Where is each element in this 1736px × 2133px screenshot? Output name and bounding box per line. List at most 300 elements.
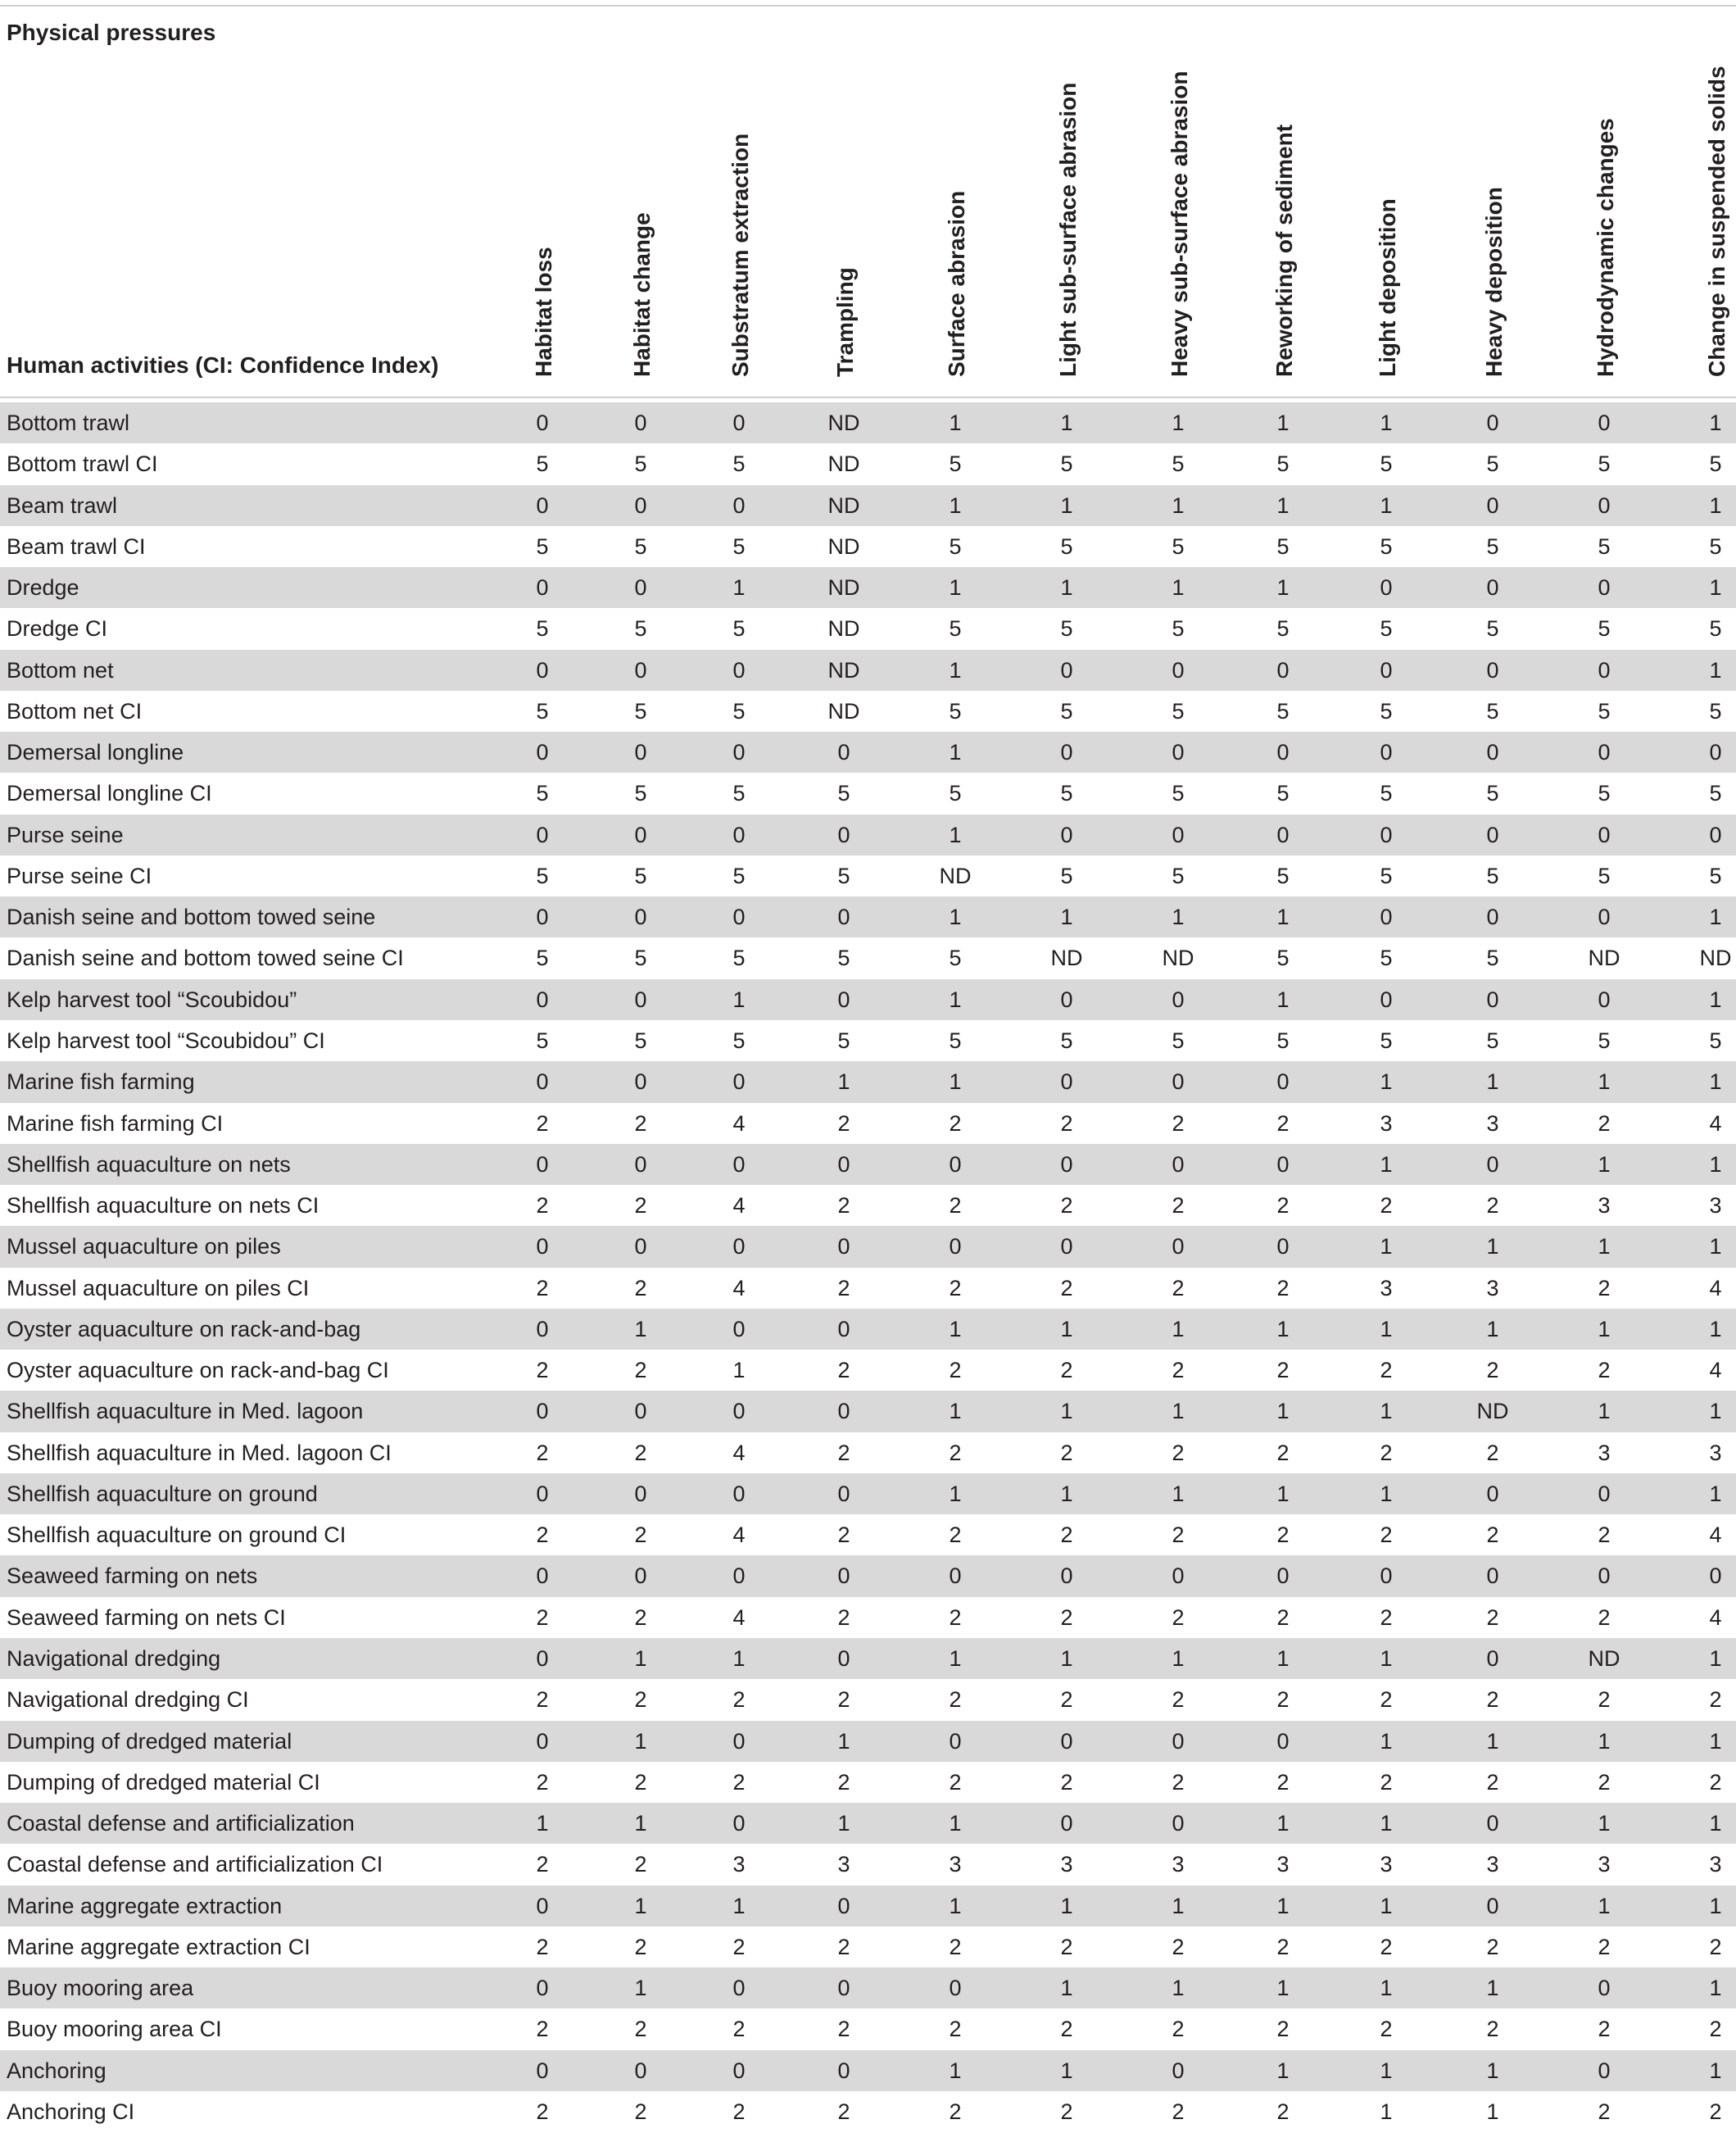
table-cell: 5 [732,452,746,477]
table-row [0,443,1736,484]
table-cell: 1 [1276,411,1290,435]
row-label: Beam trawl [7,492,118,518]
table-cell: 2 [1598,1110,1611,1136]
table-cell: ND [827,533,860,559]
table-cell: 2 [1276,1604,1290,1630]
table-cell: 0 [536,575,549,601]
table-cell: 0 [1598,822,1611,847]
table-cell: 2 [536,2099,549,2124]
row-label: Shellfish aquaculture in Med. lagoon CI [7,1440,392,1465]
table-cell: 2 [1172,1358,1185,1383]
table-cell: 2 [1172,2017,1185,2042]
table-cell: ND [827,657,860,683]
table-cell: 1 [732,987,746,1012]
table-cell: 0 [634,740,647,765]
table-cell: 0 [634,1234,647,1259]
table-cell: 0 [1060,987,1073,1012]
table-cell: 0 [837,1316,850,1341]
table-cell: 1 [949,492,962,518]
table-cell: ND [1162,946,1194,971]
row-label: Coastal defense and artificialization [7,1811,355,1836]
column-header-label: Hydrodynamic changes [1593,118,1618,377]
row-label: Seaweed farming on nets [7,1563,258,1589]
column-header-label: Light deposition [1375,198,1400,377]
row-label: Dredge CI [7,616,108,642]
table-cell: 0 [1276,740,1290,765]
table-cell: 1 [1598,1728,1611,1754]
table-cell: 0 [1060,657,1073,683]
row-label: Dredge [7,575,79,601]
table-cell: 5 [949,452,962,477]
table-cell: 1 [1486,1234,1499,1259]
table-cell: 3 [949,1852,962,1877]
table-cell: 2 [1486,2017,1499,2042]
table-cell: 1 [536,1811,549,1836]
table-cell: 0 [1276,1069,1290,1095]
table-cell: 1 [1276,1893,1290,1918]
table-cell: 5 [536,698,549,724]
row-label: Dumping of dredged material [7,1728,292,1754]
table-cell: 2 [732,2017,746,2042]
table-cell: 1 [1276,1481,1290,1506]
table-cell: 1 [1598,1234,1611,1259]
table-cell: 0 [837,740,850,765]
row-label: Demersal longline [7,740,184,765]
column-header-label: Habitat change [629,212,655,377]
table-cell: 0 [634,575,647,601]
table-cell: 5 [1380,863,1393,888]
table-cell: 5 [1380,698,1393,724]
table-cell: 0 [1060,822,1073,847]
table-cell: 5 [1276,616,1290,642]
column-header-label: Change in suspended solids [1704,66,1729,377]
table-cell: 5 [1709,616,1722,642]
table-cell: 5 [536,1028,549,1053]
table-cell: ND [1699,946,1732,971]
table-cell: 1 [1380,1976,1393,2001]
table-cell: 2 [1598,1687,1611,1713]
table-cell: 2 [1172,1440,1185,1465]
table-cell: 0 [1172,1151,1185,1177]
table-cell: 1 [1380,1728,1393,1754]
table-cell: 4 [732,1193,746,1219]
table-cell: 2 [949,2017,962,2042]
table-cell: 2 [1598,1275,1611,1300]
table-cell: 0 [1709,740,1722,765]
table-cell: 0 [536,1069,549,1095]
table-cell: 0 [1172,1234,1185,1259]
table-cell: 0 [634,1481,647,1506]
row-label: Marine fish farming CI [7,1110,224,1136]
table-cell: 3 [1709,1852,1722,1877]
table-cell: 1 [1172,1645,1185,1671]
table-cell: 3 [1172,1852,1185,1877]
table-cell: 1 [949,575,962,601]
table-cell: 5 [1709,698,1722,724]
table-cell: 0 [837,1481,850,1506]
table-cell: 2 [949,2099,962,2124]
table-cell: 2 [1486,1604,1499,1630]
table-cell: 1 [634,1316,647,1341]
table-cell: 2 [1276,1687,1290,1713]
table-cell: 2 [1172,1934,1185,1959]
table-cell: ND [827,616,860,642]
table-cell: 2 [634,1604,647,1630]
table-row [0,1803,1736,1844]
row-label: Marine aggregate extraction [7,1893,283,1918]
table-cell: 2 [1486,1523,1499,1548]
table-cell: 2 [1060,1604,1073,1630]
table-cell: 5 [732,781,746,806]
table-cell: 2 [1276,1193,1290,1219]
table-cell: 0 [1486,1563,1499,1589]
table-cell: 4 [732,1110,746,1136]
table-cell: 0 [536,740,549,765]
table-cell: 2 [949,1604,962,1630]
table-cell: 1 [1486,1976,1499,2001]
table-cell: 0 [1172,987,1185,1012]
row-label: Purse seine [7,822,124,847]
table-cell: 5 [837,1028,850,1053]
table-cell: 2 [1172,1110,1185,1136]
table-cell: 1 [1172,1399,1185,1424]
column-header-label: Substratum extraction [727,133,753,377]
table-row [0,1514,1736,1555]
table-cell: 0 [1380,1563,1393,1589]
table-cell: 1 [732,1358,746,1383]
table-cell: 5 [1380,1028,1393,1053]
table-cell: 0 [1486,492,1499,518]
table-cell: 2 [1276,1934,1290,1959]
table-row [0,1268,1736,1309]
table-cell: 1 [634,1728,647,1754]
table-cell: 2 [1380,1193,1393,1219]
table-cell: 2 [1060,1358,1073,1383]
table-cell: 2 [1598,2099,1611,2124]
table-cell: 3 [1276,1852,1290,1877]
table-cell: 1 [1709,987,1722,1012]
table-cell: 0 [1598,1976,1611,2001]
table-cell: 4 [732,1523,746,1548]
table-cell: 2 [732,1934,746,1959]
table-cell: 5 [1276,863,1290,888]
table-cell: ND [939,863,972,888]
table-cell: 0 [1598,411,1611,435]
table-cell: 5 [1380,533,1393,559]
table-row [0,732,1736,773]
row-label: Oyster aquaculture on rack-and-bag [7,1316,361,1341]
table-row [0,1144,1736,1185]
table-cell: 0 [837,1234,850,1259]
table-cell: 1 [1060,1976,1073,2001]
table-cell: 0 [949,1151,962,1177]
table-cell: 1 [1598,1316,1611,1341]
table-cell: 3 [1709,1440,1722,1465]
table-cell: 5 [634,946,647,971]
table-cell: 2 [949,1110,962,1136]
table-cell: 0 [1486,1893,1499,1918]
table-cell: 0 [1276,1151,1290,1177]
row-label: Bottom net [7,657,114,683]
table-cell: 1 [1060,1481,1073,1506]
column-header-label: Habitat loss [531,247,556,377]
table-row [0,1309,1736,1350]
row-label: Kelp harvest tool “Scoubidou” [7,987,297,1012]
table-cell: 5 [634,781,647,806]
table-cell: 0 [536,1563,549,1589]
table-cell: 0 [732,1481,746,1506]
table-cell: 0 [634,2058,647,2083]
table-cell: 1 [1598,1399,1611,1424]
table-row [0,2050,1736,2091]
table-cell: 4 [732,1275,746,1300]
table-cell: 0 [536,1399,549,1424]
table-cell: 5 [949,698,962,724]
table-cell: 0 [837,1399,850,1424]
table-cell: 1 [1709,1893,1722,1918]
table-cell: 2 [634,1193,647,1219]
table-cell: 1 [1380,1481,1393,1506]
table-cell: 0 [1598,2058,1611,2083]
table-cell: 0 [1598,987,1611,1012]
table-cell: 1 [949,1069,962,1095]
table-cell: 0 [732,1976,746,2001]
table-cell: ND [827,452,860,477]
table-row [0,2091,1736,2132]
table-cell: 0 [1060,1151,1073,1177]
table-cell: 1 [949,2058,962,2083]
table-cell: 0 [732,1811,746,1836]
table-cell: 1 [1380,1893,1393,1918]
table-cell: 2 [1060,1193,1073,1219]
table-row [0,1927,1736,1967]
table-cell: 1 [949,1481,962,1506]
table-row [0,1597,1736,1638]
table-cell: 2 [1380,1440,1393,1465]
row-label: Oyster aquaculture on rack-and-bag CI [7,1358,389,1383]
table-row [0,608,1736,649]
table-cell: 1 [1060,2058,1073,2083]
table-cell: 1 [949,740,962,765]
table-cell: 1 [837,1728,850,1754]
row-header-title: Human activities (CI: Confidence Index) [7,352,439,378]
table-cell: 1 [949,987,962,1012]
table-row [0,1185,1736,1226]
table-cell: 5 [634,533,647,559]
row-label: Bottom trawl CI [7,452,158,477]
table-cell: 1 [634,1811,647,1836]
table-cell: 5 [1172,781,1185,806]
table-cell: 2 [837,1769,850,1795]
table-row [0,1679,1736,1720]
table-cell: 2 [949,1358,962,1383]
table-cell: ND [827,411,860,435]
table-cell: 0 [732,657,746,683]
table-cell: 2 [1598,1604,1611,1630]
table-row [0,815,1736,855]
table-cell: 5 [1380,946,1393,971]
table-cell: 2 [837,1934,850,1959]
table-cell: 2 [1598,2017,1611,2042]
table-row [0,567,1736,608]
table-cell: 1 [1276,1976,1290,2001]
row-label: Marine aggregate extraction CI [7,1934,310,1959]
table-cell: 1 [949,1399,962,1424]
table-cell: 5 [536,781,549,806]
table-cell: 0 [1276,1563,1290,1589]
table-cell: 0 [536,411,549,435]
table-cell: 0 [1709,822,1722,847]
table-cell: 1 [1598,1893,1611,1918]
row-label: Navigational dredging [7,1645,221,1671]
table-cell: 5 [732,946,746,971]
table-cell: 2 [634,1687,647,1713]
table-cell: ND [827,698,860,724]
table-cell: 0 [1172,1728,1185,1754]
table-cell: 2 [1709,1769,1722,1795]
table-cell: 1 [1709,1976,1722,2001]
table-cell: 5 [1598,863,1611,888]
table-cell: 5 [536,863,549,888]
table-cell: 0 [1060,1069,1073,1095]
table-cell: 0 [1486,575,1499,601]
table-cell: 1 [1276,987,1290,1012]
row-label: Dumping of dredged material CI [7,1769,320,1795]
table-cell: 1 [1060,492,1073,518]
table-cell: 1 [1709,411,1722,435]
table-row [0,1638,1736,1679]
table-cell: 2 [634,1769,647,1795]
table-cell: 2 [1709,1934,1722,1959]
row-label: Mussel aquaculture on piles CI [7,1275,310,1300]
table-cell: 3 [1486,1275,1499,1300]
table-cell: 3 [1380,1275,1393,1300]
row-label: Bottom net CI [7,698,143,724]
table-cell: 2 [1276,2099,1290,2124]
table-row [0,1473,1736,1514]
table-cell: 0 [1172,740,1185,765]
table-cell: 3 [732,1852,746,1877]
table-cell: 5 [1172,452,1185,477]
table-cell: 2 [536,1604,549,1630]
top-rule [0,5,1736,7]
table-cell: 5 [634,1028,647,1053]
table-cell: 0 [732,1316,746,1341]
row-label: Seaweed farming on nets CI [7,1604,286,1630]
table-cell: 0 [1172,1811,1185,1836]
table-cell: 5 [949,946,962,971]
table-cell: 0 [634,1399,647,1424]
table-cell: 5 [536,533,549,559]
table-cell: 0 [536,1728,549,1754]
table-cell: ND [1476,1399,1509,1424]
table-cell: 2 [949,1275,962,1300]
table-cell: 2 [1172,1523,1185,1548]
table-cell: 1 [732,575,746,601]
table-cell: 1 [732,1893,746,1918]
row-label: Marine fish farming [7,1069,195,1095]
table-cell: 2 [1276,1110,1290,1136]
table-cell: 2 [1380,1358,1393,1383]
table-cell: 4 [1709,1358,1722,1383]
table-cell: 0 [837,1645,850,1671]
table-cell: 5 [1486,616,1499,642]
table-cell: 0 [1598,905,1611,930]
column-header-label: Surface abrasion [944,190,969,377]
table-cell: 1 [949,411,962,435]
table-cell: 1 [1486,1728,1499,1754]
table-cell: 0 [1486,740,1499,765]
table-cell: 0 [837,1151,850,1177]
table-cell: 1 [1709,1069,1722,1095]
table-cell: 0 [837,1563,850,1589]
table-cell: 2 [536,1110,549,1136]
table-cell: 1 [1598,1069,1611,1095]
table-cell: 2 [1276,1769,1290,1795]
table-cell: 2 [837,2017,850,2042]
table-cell: 2 [837,1193,850,1219]
table-cell: 0 [1486,1811,1499,1836]
table-cell: 5 [1598,452,1611,477]
table-cell: 2 [837,1523,850,1548]
table-cell: ND [827,492,860,518]
table-cell: 0 [837,2058,850,2083]
table-cell: 2 [536,1769,549,1795]
row-label: Shellfish aquaculture on nets [7,1151,291,1177]
table-cell: 0 [1486,411,1499,435]
table-cell: 0 [1486,1151,1499,1177]
table-cell: 2 [634,2099,647,2124]
table-cell: 5 [1060,781,1073,806]
table-cell: 5 [949,616,962,642]
table-cell: ND [1050,946,1083,971]
table-cell: 1 [634,1893,647,1918]
table-cell: 5 [634,452,647,477]
table-cell: 5 [1276,946,1290,971]
table-cell: 0 [1486,657,1499,683]
table-cell: 1 [1060,1316,1073,1341]
table-cell: 1 [1380,492,1393,518]
table-cell: 0 [536,822,549,847]
table-cell: 1 [1709,492,1722,518]
table-cell: 0 [1598,740,1611,765]
table-cell: 0 [1276,822,1290,847]
column-header-label: Heavy deposition [1481,187,1507,377]
table-cell: 5 [1709,863,1722,888]
table-row [0,650,1736,691]
table-cell: 5 [634,863,647,888]
table-cell: 5 [837,863,850,888]
table-row [0,691,1736,732]
table-cell: 0 [732,905,746,930]
table-cell: 5 [1172,1028,1185,1053]
table-cell: 1 [1486,1316,1499,1341]
table-cell: 0 [837,822,850,847]
table-cell: 1 [1380,1811,1393,1836]
table-cell: 1 [1709,1151,1722,1177]
table-cell: 2 [1380,1604,1393,1630]
table-cell: 1 [634,1976,647,2001]
table-cell: ND [1588,1645,1620,1671]
table-cell: 0 [949,1728,962,1754]
table-cell: 5 [1276,452,1290,477]
row-label: Buoy mooring area [7,1976,194,2001]
table-cell: 5 [1486,533,1499,559]
table-cell: 0 [1276,1728,1290,1754]
table-cell: 5 [949,781,962,806]
table-cell: 4 [1709,1110,1722,1136]
table-cell: 0 [1598,492,1611,518]
